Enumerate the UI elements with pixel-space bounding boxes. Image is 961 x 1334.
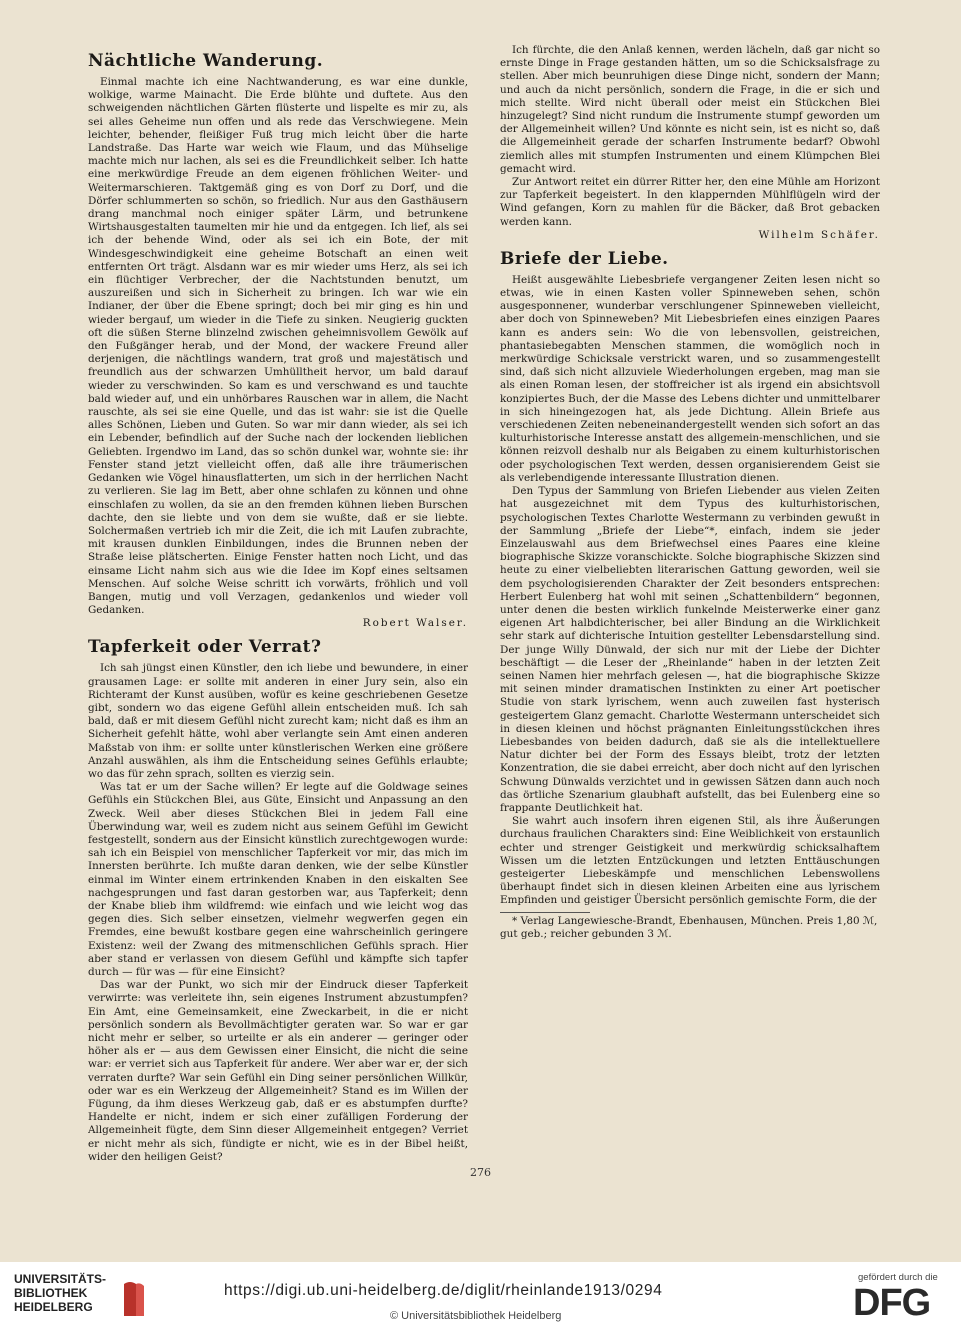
left-column [88, 44, 468, 1164]
library-name [14, 1272, 106, 1314]
footnote: * Verlag Langewiesche-Brandt, Ebenhausen, München. Preis 1,80 ℳ, gut geb.; reicher gebunden 3 ℳ. [500, 914, 878, 940]
footnote-rule [500, 912, 590, 913]
library-name-line: UNIVERSITÄTS- [14, 1272, 107, 1286]
author-signature: Robert Walser. [362, 617, 468, 630]
funding-label: gefördert durch die [858, 1272, 938, 1283]
article-title-naechtliche-wanderung: Nächtliche Wanderung. [88, 51, 324, 71]
library-name-line: HEIDELBERG [14, 1300, 93, 1314]
copyright-notice: © Universitätsbibliothek Heidelberg [390, 1310, 562, 1322]
library-emblem-icon [120, 1278, 148, 1318]
paragraph: Sie wahrt auch insofern ihren eigenen Stil, als ihre Äußerungen durchaus fraulichen Charakters sind: Eine Weiblichkeit von erstaunlich echter und strenger Geistigkeit und merkwürdig schicksalhaftem Wissen um die letzten Entzückungen und letzten Enttäuschungen gesteigerter Liebeskämpfe und menschlichen Lebenswollens überhaupt findet sich in diesen kleinen Arbeiten eine aus lyrischem Empfinden und geistiger Übersicht persönlich gemischte Form, die der [500, 815, 880, 907]
paragraph: Ich fürchte, die den Anlaß kennen, werden lächeln, daß gar nicht so ernste Dinge in Frage gestanden hätten, um so die Schicksalsfrage zu stellen. Aber mich beunruhigen diese Dinge nicht, sondern der Mann; und auch da nicht persönlich, sondern die Frage, in die er sich und mich stellte. Wird nicht überall oder meist ein Stückchen Blei hinzugelegt? Sind nicht rundum die Instrumente stumpf geworden um der Allgemeinheit willen? Und könnte es nicht sein, ist es nicht so, daß die Allgemeinheit gerade der scharfen Instrumente bedarf? Obwohl ziemlich alles mit stumpfen Instrumenten und einem Klümpchen Blei gemacht wird. [500, 44, 880, 175]
article-title-briefe-der-liebe: Briefe der Liebe. [500, 248, 669, 269]
right-column [500, 44, 880, 1154]
paragraph: Einmal machte ich eine Nachtwanderung, es war eine dunkle, wolkige, warme Mainacht. Die Erde blühte und duftete. Aus den schweigenden nächtlichen Gärten flüsterte und lispelte es mir zu, als sei alles Geheime nun offen und als rede das Verschwiegene. Mein leichter, behender, fleißiger Fuß trug mich leicht über die harte Landstraße. Das Harte war weich wie Flaum, und das Mühselige machte mich nur lachen, als sei es die Freundlichkeit selber. Ich hatte eine merkwürdige Freude an dem eigenen fröhlichen Weiter- und Weitermarschieren. Taktgemäß ging es von Dorf zu Dorf, und die Dörfer schlummerten so schön, so friedlich. Nur aus den Gasthäusern drang manchmal noch einiger später Lärm, und betrunkene Wirtshausgestalten taumelten mir hie und da entgegen. Ich lief, als sei ich der behende Wind, oder als sei ich ein Bote, der mit Windesgeschwindigkeit eine geheime Botschaft an einen weit entfernten Ort trägt. Alsdann war es mir wieder ums Herz, als sei ich ein flüchtiger Verbrecher, der die Nachtstunden benutzt, um auszureißen und sich in Sicherheit zu bringen. Ich war wie ein Indianer, der über die Ebene springt; doch bei mir ging es hin und wieder bergauf, um wieder in die Tiefe zu sinken. Neugierig guckten oft die süßen Sterne blinzelnd zwischen geheimnisvollem Gewölk auf den Fußgänger herab, und der Mond, der wackere Freund aller derjenigen, die nächtlings wandern, trat groß und majestätisch und freundlich aus der schwarzen Umhülltheit hervor, um bald darauf wieder zu verschwinden. So kam es und verschwand es und tauchte bald wieder auf, und ein unhörbares Rauschen war in allem, die Nacht rauschte, als sei sie eine Quelle, und das ist wahr: sie ist die Quelle alles Schönen, Lieben und Guten. So war mir dann wieder, als sei ich ein Lebender, befindlich auf der Suche nach der lockenden lieblichen Geliebten. Irgendwo im Land, das so schön dunkel war, wohnte sie: ihr Fenster stand jetzt vielleicht offen, daß alle ihre träumerischen Gedanken wie Vögel hinausflatterten, um sich in der herrlichen Nacht zu verlieren. Sie lag im Bett, aber ohne schlafen zu können und ohne einschlafen zu wollen, da sie an den fremden kühnen lieben Burschen dachte, den sie liebte und von dem sie wußte, daß er sie liebte. Solchermaßen vertrieb ich mir die Zeit, die ich mit Laufen zubrachte, mit krausen dunklen Einbildungen, indes die Brunnen neben der Straße leise plätscherten. Einige Fenster hatten noch Licht, und das einsame Licht nahm sich aus wie die Idee im Kopf eines seltsamen Menschen. Auf solche Weise schritt ich vorwärts, fröhlich und voll Bangen, mutig und voll Verzagen, gedankenlos und wieder voll Gedanken. [88, 76, 468, 617]
paragraph: Den Typus der Sammlung von Briefen Liebender aus vielen Zeiten hat ausgezeichnet mit dem Typus des kulturhistorischen, psychologischen Textes Charlotte Westermann zu verbinden gewußt in der Sammlung „Briefe der Liebe“*, einfach, indem sie jeder Einzelauswahl aus dem Briefwechsel eines Paares eine kleine biographische Skizze voranschickte. Solche biographische Skizzen sind heute zu einer vielbeliebten literarischen Gattung geworden, weil sie dem psychologisierenden Charakter der Zeit besonders entsprechen: Herbert Eulenberg hat wohl mit seinen „Schattenbildern“ begonnen, unter denen die besten wirklich funkelnde Meisterwerke einer ganz eigenen Art halbdichterischer, bei aller Bindung an die Wirklichkeit sehr stark auf dichterische Intuition gestellter Lebensdarstellung sind. Der junge Willy Dünwald, der sich nur mit der Liebe der Dichter beschäftigt — die Leser der „Rheinlande“ haben in der letzten Zeit seinen Namen hier mehrfach gelesen —, hat die biographische Skizze mit seinen minder dramatischen Instinkten zu einer Art poetischer Studie von stark lyrischem, wenn auch zuweilen fast hysterisch gesteigertem Glanz gemacht. Charlotte Westermann unterscheidet sich in diesen kleinen und höchst prägnanten Einleitungsstückchen ihres Liebesbandes von beiden dadurch, daß sie als die intellektuellere Natur dichter bei der Form des Essays bleibt, trotz der letzten Konzentration, die sie dabei erreicht, aber doch nicht auf den lyrischen Schwung Dünwalds verzichtet und in gewissen Sätzen dann auch noch das örtliche Szenarium glaubhaft aufstellt, das bei Eulenberg eine so frappante Deutlichkeit hat. [500, 485, 880, 814]
article-title-tapferkeit-oder-verrat: Tapferkeit oder Verrat? [88, 637, 322, 658]
paragraph: Ich sah jüngst einen Künstler, den ich liebe und bewundere, in einer grausamen Lage: er sollte mit anderen in einer Jury sein, also ein Richteramt der Kunst ausüben, wofür es keine geschriebenen Gesetze gibt, sondern wo das eigene Gefühl allein entscheiden muß. Ich sah bald, daß er mit diesem Gefühl nicht zurecht kam; nicht daß es ihm an Sicherheit gefehlt hätte, wohl aber verlangte sein Amt einen anderen Maßstab von ihm: er sollte unter künstlerischen Werken eine größere Anzahl auswählen, als ihm die Entscheidung seines Gefühls erlaubte; wo das für zehn sprach, sollten es vierzig sein. [88, 662, 468, 780]
university-library-logo[interactable] [14, 1272, 194, 1322]
permalink-url[interactable]: https://digi.ub.uni-heidelberg.de/diglit/rheinlande1913/0294 [224, 1282, 663, 1299]
dfg-logo[interactable]: DFG [853, 1282, 931, 1324]
page-number: 276 [470, 1166, 491, 1179]
footer-bar [0, 1262, 961, 1334]
author-signature: Wilhelm Schäfer. [758, 228, 880, 241]
paragraph: Was tat er um der Sache willen? Er legte auf die Goldwage seines Gefühls ein Stückchen Blei, aus Güte, Einsicht und Anpassung an den Zweck. Weil aber dieses Stückchen Blei in jedem Fall eine Überwindung war, weil es zudem nicht aus seinem Gefühl im Gewicht festgestellt, sondern aus der Einsicht künstlich zurechtgewogen wurde: sah ich ein Beispiel von menschlicher Tapferkeit vor mir, das mich im Innersten berührte. Ich mußte daran denken, wie der selbe Künstler einmal im Winter einem ertrinkenden Knaben in den eiskalten See nachgesprungen und fast daran gestorben war, aus Tapferkeit; denn der Knabe blieb ihm wildfremd: wie einfach und wie leicht wog das gegen dies. Sich selber einsetzen, vielmehr wegwerfen gegen ein Fremdes, eine bewußt kostbare gegen eine wahrscheinlich geringere Existenz: weil der Zwang des mitmenschlichen Gefühls sprach. Hier aber stand er verlassen von diesem Gefühl und kämpfte sich tapfer durch — für was — für eine Einsicht? [88, 781, 468, 978]
library-name-line: BIBLIOTHEK [14, 1286, 88, 1300]
paragraph: Zur Antwort reitet ein dürrer Ritter her, den eine Mühle am Horizont zur Tapferkeit begeistert. In den klappernden Mühlflügeln wird der Wind gefangen, Korn zu mahlen für die Bäcker, daß Brot gebacken werden kann. [500, 176, 880, 228]
paragraph: Das war der Punkt, wo sich mir der Eindruck dieser Tapferkeit verwirrte: was verleitete ihn, sein eigenes Instrument abzustumpfen? Ein Amt, eine Gemeinsamkeit, eine Zweckarbeit, in die er nicht persönlich sondern als Bevollmächtigter geraten war. So war er gar nicht mehr er selber, so urteilte er als ein anderer — geringer oder höher als er — aus dem Gewissen einer Einsicht, die nicht die seine war: er verriet sich aus Tapferkeit für andere. Wer aber war er, der sich verraten durfte? War sein Gefühl ein Ding seiner persönlichen Willkür, oder war es ein Werkzeug der Allgemeinheit? Stand es im Willen der Fügung, da ihm dieses Werkzeug gab, daß er es abstumpfen durfte? Handelte er nicht, indem er sich einer zufälligen Forderung der Allgemeinheit fügte, dem Sinn dieser Allgemeinheit entgegen? Verriet er nicht mehr als sich, fündigte er nicht, wie es in der Bibel heißt, wider den heiligen Geist? [88, 979, 468, 1163]
paragraph: Heißt ausgewählte Liebesbriefe vergangener Zeiten lesen nicht so etwas, wie in einen Kasten voller Spinneweben sehen, schön ausgesponnener, wunderbar verschlungener Spinneweben vielleicht, aber doch von Spinneweben? Mit Liebesbriefen eines einzigen Paares kann es anders sein: Wo die von lebensvollen, geistreichen, phantasiebegabten Menschen stammen, die womöglich noch in merkwürdige Schicksale verstrickt waren, und so zusammengestellt sind, daß sich nicht allzuviele Wiederholungen ergeben, mag man sie als einen Roman lesen, der stoffreicher ist als irgend ein absichtsvoll konzipiertes Buch, der die Masse des Lebens dichter und unmittelbarer in sich hineingezogen hat, als jede Dichtung. Allein Briefe aus verschiedenen Zeiten nebeneinandergestellt wenden sich sofort an das kulturhistorische Interesse anstatt des allgemein-menschlichen, und sie können reizvoll deshalb nur als Beigaben zu einem kulturhistorischen oder psychologischen Text werden, dessen organisierendem Geist sie als verlebendigende interessante Illustration dienen. [500, 273, 880, 484]
